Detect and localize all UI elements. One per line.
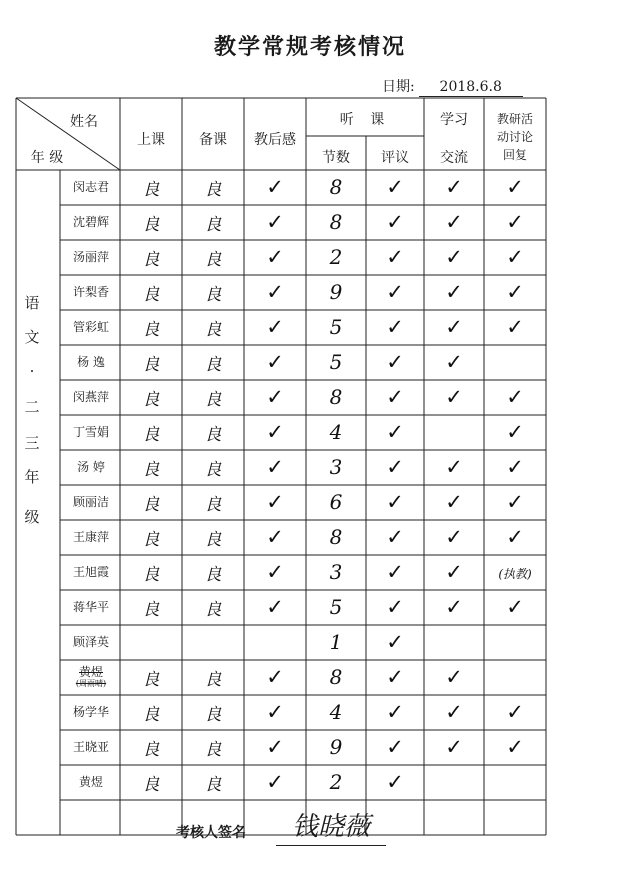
cell-reflection: ✓ xyxy=(266,385,284,409)
grade-char: 年 xyxy=(24,468,40,486)
header-study-1: 学习 xyxy=(440,112,468,128)
cell-prep: 良 xyxy=(204,250,222,270)
cell-comment: ✓ xyxy=(386,735,404,759)
cell-count: 8 xyxy=(329,175,343,199)
cell-prep: 良 xyxy=(204,670,222,690)
cell-comment: ✓ xyxy=(386,525,404,549)
cell-prep: 良 xyxy=(204,460,222,480)
cell-comment: ✓ xyxy=(386,595,404,619)
teacher-name xyxy=(64,775,118,789)
cell-reflection: ✓ xyxy=(266,210,284,234)
cell-reflection: ✓ xyxy=(266,175,284,199)
teacher-name-text: 丁雪娟 xyxy=(72,425,109,439)
cell-comment: ✓ xyxy=(386,315,404,339)
cell-study: ✓ xyxy=(445,700,463,724)
cell-class: 良 xyxy=(142,215,160,235)
header-research-3: 回复 xyxy=(502,148,527,162)
header-research-2: 动讨论 xyxy=(496,130,533,144)
cell-class: 良 xyxy=(142,250,160,270)
cell-reflection: ✓ xyxy=(266,525,284,549)
cell-class: 良 xyxy=(142,740,160,760)
cell-reflection: ✓ xyxy=(266,315,284,339)
cell-research: ✓ xyxy=(506,595,524,619)
teacher-name xyxy=(64,740,118,754)
cell-study: ✓ xyxy=(445,490,463,514)
teacher-name-text: 管彩虹 xyxy=(72,320,109,334)
cell-study: ✓ xyxy=(445,560,463,584)
cell-comment: ✓ xyxy=(386,770,404,794)
cell-research: ✓ xyxy=(506,315,524,339)
cell-class: 良 xyxy=(142,320,160,340)
teacher-name xyxy=(64,215,118,229)
teacher-name xyxy=(64,460,118,474)
grade-char: 三 xyxy=(24,434,40,452)
header-research-1: 教研活 xyxy=(496,112,533,126)
cell-count: 9 xyxy=(329,735,343,759)
teacher-name-text: 王晓亚 xyxy=(72,740,109,754)
date-label: 日期: xyxy=(382,79,415,95)
cell-research: ✓ xyxy=(506,490,524,514)
teacher-name-text: 闵志君 xyxy=(72,180,109,194)
cell-research: ✓ xyxy=(506,700,524,724)
cell-prep: 良 xyxy=(204,530,222,550)
cell-comment: ✓ xyxy=(386,350,404,374)
cell-comment: ✓ xyxy=(386,420,404,444)
cell-prep: 良 xyxy=(204,495,222,515)
teacher-name-text: 顾丽洁 xyxy=(72,495,109,509)
cell-reflection: ✓ xyxy=(266,280,284,304)
teacher-name xyxy=(64,320,118,334)
cell-comment: ✓ xyxy=(386,560,404,584)
cell-count: 8 xyxy=(329,665,343,689)
cell-count: 3 xyxy=(329,560,343,584)
cell-count: 1 xyxy=(329,630,343,654)
cell-count: 2 xyxy=(329,770,343,794)
cell-reflection: ✓ xyxy=(266,665,284,689)
header-reflection: 教后感 xyxy=(254,132,296,148)
teacher-name xyxy=(64,600,118,614)
cell-prep: 良 xyxy=(204,600,222,620)
cell-research: ✓ xyxy=(506,245,524,269)
cell-reflection: ✓ xyxy=(266,420,284,444)
reviewer-signature: 钱晓薇 xyxy=(276,806,386,846)
cell-comment: ✓ xyxy=(386,665,404,689)
teacher-name-text: 汤 婷 xyxy=(77,460,105,474)
cell-reflection: ✓ xyxy=(266,455,284,479)
cell-reflection: ✓ xyxy=(266,735,284,759)
cell-study: ✓ xyxy=(445,385,463,409)
teacher-name-text: 黄煜 xyxy=(78,775,103,789)
teacher-name xyxy=(64,565,118,579)
reviewer-label: 考核人签名 xyxy=(176,825,246,841)
cell-reflection: ✓ xyxy=(266,490,284,514)
cell-comment: ✓ xyxy=(386,630,404,654)
cell-prep: 良 xyxy=(204,705,222,725)
cell-count: 6 xyxy=(329,490,343,514)
teacher-name xyxy=(64,250,118,264)
cell-class: 良 xyxy=(142,390,160,410)
cell-comment: ✓ xyxy=(386,210,404,234)
cell-class: 良 xyxy=(142,565,160,585)
cell-prep: 良 xyxy=(204,215,222,235)
teacher-name-text: 杨学华 xyxy=(72,705,109,719)
cell-study: ✓ xyxy=(445,525,463,549)
header-listen: 听 课 xyxy=(339,112,391,128)
cell-count: 8 xyxy=(329,210,343,234)
grade-char: 文 xyxy=(24,328,40,346)
cell-reflection: ✓ xyxy=(266,350,284,374)
cell-research: ✓ xyxy=(506,525,524,549)
cell-prep: 良 xyxy=(204,565,222,585)
cell-prep: 良 xyxy=(204,320,222,340)
cell-class: 良 xyxy=(142,600,160,620)
cell-class: 良 xyxy=(142,670,160,690)
teacher-name xyxy=(64,425,118,439)
cell-research: ✓ xyxy=(506,280,524,304)
header-class: 上课 xyxy=(137,132,165,148)
cell-study: ✓ xyxy=(445,665,463,689)
teacher-name xyxy=(64,390,118,404)
header-grade: 年 级 xyxy=(30,150,64,166)
cell-class: 良 xyxy=(142,425,160,445)
teacher-name-note: (周雨晴) xyxy=(75,679,107,688)
cell-class: 良 xyxy=(142,180,160,200)
grade-char: · xyxy=(29,362,35,380)
cell-count: 5 xyxy=(329,350,343,374)
cell-comment: ✓ xyxy=(386,700,404,724)
teacher-name xyxy=(64,495,118,509)
cell-count: 2 xyxy=(329,245,343,269)
header-listen-count: 节数 xyxy=(322,150,350,166)
teacher-name xyxy=(64,665,118,689)
cell-study: ✓ xyxy=(445,455,463,479)
cell-reflection: ✓ xyxy=(266,700,284,724)
cell-research: ✓ xyxy=(506,455,524,479)
cell-research: ✓ xyxy=(506,175,524,199)
cell-prep: 良 xyxy=(204,355,222,375)
cell-count: 5 xyxy=(329,315,343,339)
teacher-name-text: 杨 逸 xyxy=(77,355,105,369)
cell-comment: ✓ xyxy=(386,245,404,269)
cell-class: 良 xyxy=(142,285,160,305)
grade-char: 语 xyxy=(24,294,40,312)
cell-class: 良 xyxy=(142,530,160,550)
cell-research: (执教) xyxy=(498,567,532,581)
cell-study: ✓ xyxy=(445,315,463,339)
grade-char: 二 xyxy=(24,398,40,416)
cell-count: 5 xyxy=(329,595,343,619)
teacher-name xyxy=(64,355,118,369)
cell-research: ✓ xyxy=(506,420,524,444)
cell-comment: ✓ xyxy=(386,385,404,409)
teacher-name-text: 汤丽萍 xyxy=(72,250,109,264)
cell-reflection: ✓ xyxy=(266,595,284,619)
cell-prep: 良 xyxy=(204,180,222,200)
teacher-name-text: 许梨香 xyxy=(72,285,109,299)
cell-study: ✓ xyxy=(445,175,463,199)
teacher-name-text: 蒋华平 xyxy=(72,600,109,614)
teacher-name-text: 黄煜 xyxy=(78,665,103,679)
cell-research: ✓ xyxy=(506,385,524,409)
cell-reflection: ✓ xyxy=(266,560,284,584)
cell-class: 良 xyxy=(142,355,160,375)
teacher-name xyxy=(64,635,118,649)
cell-class: 良 xyxy=(142,460,160,480)
date-value: 2018.6.8 xyxy=(419,79,523,97)
cell-prep: 良 xyxy=(204,740,222,760)
cell-count: 8 xyxy=(329,525,343,549)
cell-prep: 良 xyxy=(204,425,222,445)
header-name: 姓名 xyxy=(70,114,98,130)
cell-count: 9 xyxy=(329,280,343,304)
cell-study: ✓ xyxy=(445,595,463,619)
header-prep: 备课 xyxy=(199,132,227,148)
cell-prep: 良 xyxy=(204,390,222,410)
header-study-2: 交流 xyxy=(440,150,468,166)
cell-study: ✓ xyxy=(445,210,463,234)
teacher-name xyxy=(64,530,118,544)
teacher-name-text: 沈碧辉 xyxy=(72,215,109,229)
cell-comment: ✓ xyxy=(386,175,404,199)
cell-prep: 良 xyxy=(204,285,222,305)
cell-comment: ✓ xyxy=(386,455,404,479)
teacher-name xyxy=(64,705,118,719)
cell-count: 4 xyxy=(329,420,343,444)
cell-count: 4 xyxy=(329,700,343,724)
cell-prep: 良 xyxy=(204,775,222,795)
teacher-name-text: 王旭霞 xyxy=(72,565,109,579)
teacher-name-text: 王康萍 xyxy=(72,530,109,544)
cell-research: ✓ xyxy=(506,210,524,234)
cell-study: ✓ xyxy=(445,350,463,374)
page-title: 教学常规考核情况 xyxy=(213,35,406,60)
cell-class: 良 xyxy=(142,495,160,515)
grade-char: 级 xyxy=(24,508,40,526)
cell-comment: ✓ xyxy=(386,490,404,514)
cell-count: 8 xyxy=(329,385,343,409)
cell-reflection: ✓ xyxy=(266,245,284,269)
cell-study: ✓ xyxy=(445,735,463,759)
teacher-name-text: 闵燕萍 xyxy=(72,390,109,404)
cell-count: 3 xyxy=(329,455,343,479)
cell-study: ✓ xyxy=(445,280,463,304)
cell-reflection: ✓ xyxy=(266,770,284,794)
cell-comment: ✓ xyxy=(386,280,404,304)
teacher-name xyxy=(64,180,118,194)
cell-study: ✓ xyxy=(445,245,463,269)
cell-class: 良 xyxy=(142,705,160,725)
cell-class: 良 xyxy=(142,775,160,795)
cell-research: ✓ xyxy=(506,735,524,759)
teacher-name-text: 顾泽英 xyxy=(72,635,109,649)
teacher-name xyxy=(64,285,118,299)
header-listen-comment: 评议 xyxy=(381,150,409,166)
